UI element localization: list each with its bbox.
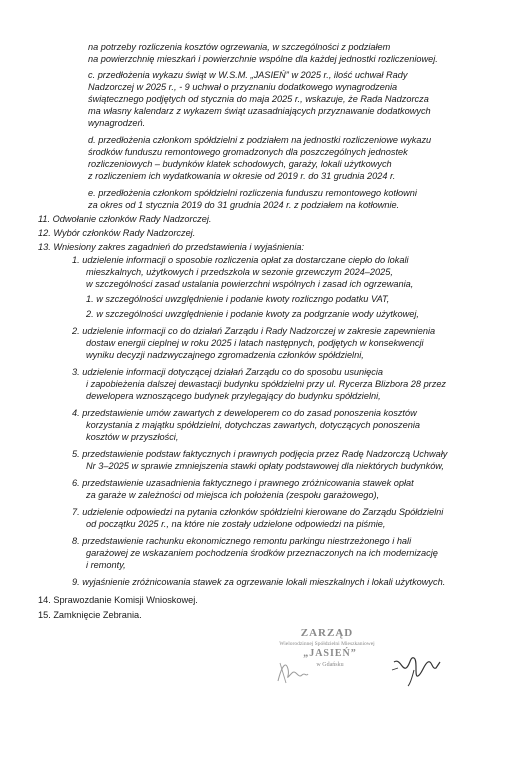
text-line: 7. udzielenie odpowiedzi na pytania członków spółdzielni kierowane do Zarządu Spółdzielni xyxy=(72,507,444,517)
text-line: dostaw energii cieplnej w roku 2025 i latach następnych, podjętych w konsekwencji xyxy=(86,338,424,348)
text-line: 4. przedstawienie umów zawartych z deweloperem co do zasad ponoszenia kosztów xyxy=(72,408,417,418)
text-line: świątecznego podjętych od stycznia do maja 2025 r., wskazuje, że Rada Nadzorcza xyxy=(88,94,429,104)
signature xyxy=(388,648,444,688)
text-line: wynagrodzeń. xyxy=(88,118,146,128)
text-line: kosztów w przyszłości, xyxy=(86,432,179,442)
text-line: na potrzeby rozliczenia kosztów ogrzewania, w szczególności z podziałem xyxy=(88,42,391,52)
signature-initials xyxy=(272,655,312,687)
text-line: 2. w szczególności uwzględnienie i podanie kwoty za podgrzanie wody użytkowej, xyxy=(86,309,419,319)
stamp-name: „JASIEŃ” xyxy=(303,648,357,659)
text-line: 6. przedstawienie uzasadnienia faktycznego i prawnego zróżnicowania stawek opłat xyxy=(72,478,414,488)
agenda-item-13: 13. Wniesiony zakres zagadnień do przedstawienia i wyjaśnienia: xyxy=(38,242,305,252)
text-line: 8. przedstawienie rachunku ekonomicznego remontu parkingu niestrzeżonego i hali xyxy=(72,536,412,546)
agenda-item-15: 15. Zamknięcie Zebrania. xyxy=(38,610,142,620)
text-line: za okres od 1 stycznia 2019 do 31 grudnia 2024 r. z podziałem na kotłownie. xyxy=(88,200,400,210)
text-line: ma własny kalendarz z wykazem świąt uzasadniających przyznawanie dodatkowych xyxy=(88,106,431,116)
stamp-line: Wielorodzinnej Spółdzielni Mieszkaniowej xyxy=(279,641,375,647)
text-line: 1. udzielenie informacji o sposobie rozliczenia opłat za dostarczane ciepło do lokali xyxy=(72,255,409,265)
text-line: z rozliczeniem ich wydatkowania w okresie od 2019 r. do 31 grudnia 2024 r. xyxy=(88,171,396,181)
text-line: d. przedłożenia członkom spółdzielni z podziałem na jednostki rozliczeniowe wykazu xyxy=(88,135,432,145)
text-line: i remonty, xyxy=(86,560,126,570)
text-line: dewelopera wznoszącego budynek przylegający do budynku spółdzielni, xyxy=(86,391,381,401)
text-line: korzystania z majątku spółdzielni, dotychczas zawartych, dotyczących ponoszenia xyxy=(86,420,420,430)
text-line: rozliczeniowych – budynków klatek schodowych, garaży, lokali użytkowych xyxy=(88,159,392,169)
text-line: 1. w szczególności uwzględnienie i podanie kwoty rozliczngo podatku VAT, xyxy=(86,294,390,304)
text-line: Nr 3–2025 w sprawie zmniejszenia stawki opłaty podstawowej dla niektórych budynków, xyxy=(86,461,444,471)
text-line: c. przedłożenia wykazu świąt w W.S.M. „JASIEŃ” w 2025 r., ilość uchwał Rady xyxy=(88,70,408,80)
stamp-city: w Gdańsku xyxy=(316,662,344,668)
text-line: na powierzchnię mieszkań i powierzchnie wspólne dla każdej jednostki rozliczeniowej. xyxy=(88,54,438,64)
text-line: Nadzorczej w 2025 r., - 9 uchwał o przyznaniu dodatkowego wynagrodzenia xyxy=(88,82,398,92)
text-line: 5. przedstawienie podstaw faktycznych i prawnych podjęcia przez Radę Nadzorczą Uchwały xyxy=(72,449,448,459)
text-line: za garaże w zależności od miejsca ich położenia (zespołu garażowego), xyxy=(86,490,380,500)
text-line: mieszkalnych, użytkowych i przedszkola w sezonie grzewczym 2024–2025, xyxy=(86,267,393,277)
text-line: i zapobieżenia dalszej dewastacji budynku spółdzielni przy ul. Rycerza Blizbora 28 przez xyxy=(86,379,447,389)
text-line: środków funduszu remontowego gromadzonych dla poszczególnych jednostek xyxy=(88,147,408,157)
text-line: e. przedłożenia członkom spółdzielni rozliczenia funduszu remontowego kotłowni xyxy=(88,188,417,198)
stamp-title: ZARZĄD xyxy=(300,627,354,639)
text-line: od początku 2025 r., na które nie zostały udzielone odpowiedzi na piśmie, xyxy=(86,519,386,529)
agenda-item-12: 12. Wybór członków Rady Nadzorczej. xyxy=(38,228,196,238)
text-line: wyniku decyzji nadzwyczajnego zgromadzenia członków spółdzielni, xyxy=(86,350,364,360)
text-line: 2. udzielenie informacji co do działań Zarządu i Rady Nadzorczej w zakresie zapewnienia xyxy=(72,326,436,336)
text-line: 3. udzielenie informacji dotyczącej działań Zarządu co do sposobu usunięcia xyxy=(72,367,384,377)
text-line: 9. wyjaśnienie zróżnicowania stawek za ogrzewanie lokali mieszkalnych i lokali użytkowych. xyxy=(72,577,446,587)
agenda-item-11: 11. Odwołanie członków Rady Nadzorczej. xyxy=(38,214,212,224)
text-line: w szczególności zasad ustalania powierzchni wspólnych i zasad ich ogrzewania, xyxy=(86,279,414,289)
agenda-item-14: 14. Sprawozdanie Komisji Wnioskowej. xyxy=(38,595,198,605)
text-line: garażowej ze wskazaniem pochodzenia środków przeznaczonych na ich modernizację xyxy=(86,548,438,558)
